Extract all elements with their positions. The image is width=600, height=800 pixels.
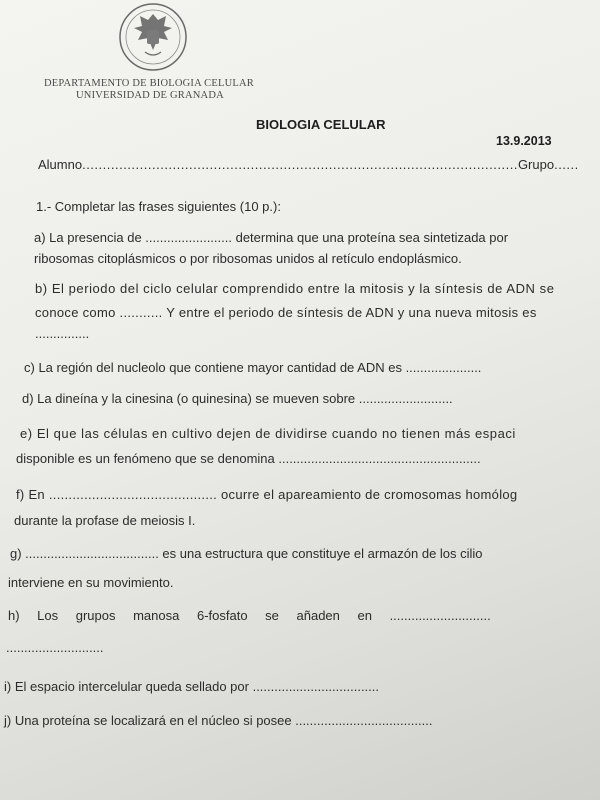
item-h-line1: h) Los grupos manosa 6-fosfato se añaden en ............................ — [8, 608, 491, 623]
student-line — [38, 157, 578, 172]
item-a-line2: ribosomas citoplásmicos o por ribosomas unidos al retículo endoplásmico. — [34, 251, 462, 266]
item-b-line3: ............... — [35, 326, 90, 341]
department-name: DEPARTAMENTO DE BIOLOGIA CELULAR — [44, 78, 254, 89]
university-name: UNIVERSIDAD DE GRANADA — [76, 90, 224, 101]
alumno-blank: .......................................................................................................... — [82, 157, 518, 172]
item-b-line1: b) El periodo del ciclo celular comprendido entre la mitosis y la síntesis de ADN se — [35, 281, 555, 296]
item-j: j) Una proteína se localizará en el núcleo si posee ...................................... — [4, 713, 433, 728]
alumno-label: Alumno — [38, 157, 83, 172]
item-e-line1: e) El que las células en cultivo dejen de dividirse cuando no tienen más espaci — [20, 426, 516, 441]
exam-date: 13.9.2013 — [496, 134, 552, 148]
item-b-line2: conoce como ........... Y entre el periodo de síntesis de ADN y una nueva mitosis es — [35, 305, 537, 320]
item-a-line1: a) La presencia de ........................ determina que una proteína sea sintetizada por — [34, 230, 509, 245]
item-f-line2: durante la profase de meiosis I. — [14, 513, 196, 528]
item-f-line1: f) En ........................................... ocurre el apareamiento de cromosomas homólog — [16, 487, 518, 502]
university-seal — [108, 2, 198, 72]
item-c: c) La región del nucleolo que contiene mayor cantidad de ADN es ..................... — [24, 360, 482, 375]
item-e-line2: disponible es un fenómeno que se denomina ........................................................ — [16, 451, 481, 466]
grupo-label: Grupo — [517, 157, 555, 172]
item-g-line2: interviene en su movimiento. — [8, 575, 174, 590]
item-d: d) La dineína y la cinesina (o quinesina) se mueven sobre .......................... — [22, 391, 453, 406]
item-g-line1: g) ..................................... es una estructura que constituye el armazón de los cilio — [10, 546, 483, 561]
department-heading — [44, 78, 254, 102]
item-h-line2: ........................... — [6, 640, 104, 655]
item-i: i) El espacio intercelular queda sellado por ................................... — [4, 679, 380, 694]
exam-title: BIOLOGIA CELULAR — [256, 117, 386, 132]
question-title: 1.- Completar las frases siguientes (10 p.): — [36, 199, 281, 214]
grupo-blank: ...... — [554, 157, 579, 172]
